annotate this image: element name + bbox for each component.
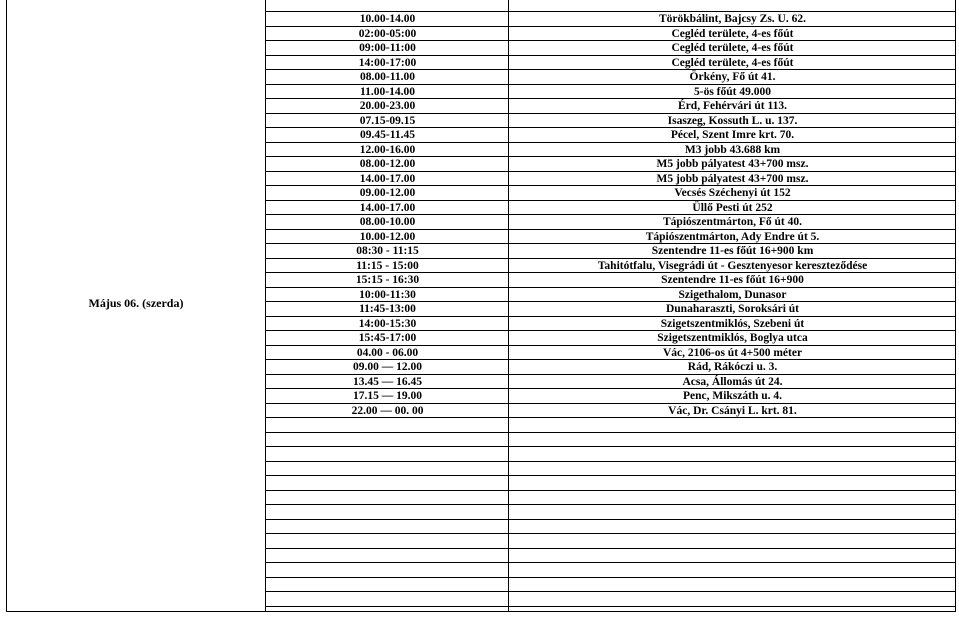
location-cell: Szigetszentmiklós, Szebeni út bbox=[660, 317, 805, 330]
table-row bbox=[266, 563, 956, 578]
table-row bbox=[266, 128, 956, 143]
table-row bbox=[266, 114, 956, 129]
location-cell: Szigetszentmiklós, Boglya utca bbox=[657, 332, 808, 344]
table-row bbox=[266, 143, 956, 158]
table-row bbox=[266, 578, 956, 593]
location-cell: Penc, Mikszáth u. 4. bbox=[682, 390, 783, 402]
table-row bbox=[266, 27, 956, 42]
time-cell: 04.00 - 06.00 bbox=[356, 346, 419, 359]
table-row bbox=[266, 259, 956, 274]
time-cell: 17.15 — 19.00 bbox=[353, 390, 422, 402]
time-cell: 10:00-11:30 bbox=[359, 288, 416, 301]
time-cell: 11:15 - 15:00 bbox=[356, 259, 419, 272]
location-cell: Tápiószentmárton, Ady Endre út 5. bbox=[645, 230, 820, 243]
table-row bbox=[266, 99, 956, 114]
time-cell: 11:45-13:00 bbox=[359, 303, 416, 315]
location-cell: Pécel, Szent Imre krt. 70. bbox=[670, 129, 795, 141]
time-cell: 08.00-11.00 bbox=[360, 71, 415, 83]
time-cell: 09.45-11.45 bbox=[360, 129, 415, 141]
row-line bbox=[265, 606, 956, 607]
location-cell: Szentendre 11-es főút 16+900 bbox=[661, 274, 804, 286]
location-cell: Tápiószentmárton, Fő út 40. bbox=[663, 216, 802, 228]
location-cell: M3 jobb 43.688 km bbox=[684, 143, 781, 156]
time-cell: 20.00-23.00 bbox=[359, 100, 416, 112]
table-row bbox=[266, 172, 956, 187]
location-cell: Szigethalom, Dunasor bbox=[678, 288, 787, 301]
location-cell: Vác, Dr. Csányi L. krt. 81. bbox=[668, 404, 797, 417]
table-row bbox=[266, 433, 956, 448]
time-cell: 09.00-12.00 bbox=[359, 187, 416, 199]
time-cell: 15:45-17:00 bbox=[358, 332, 417, 344]
location-cell: Érd, Fehérvári út 113. bbox=[678, 100, 787, 112]
table-row bbox=[266, 520, 956, 535]
table-row bbox=[266, 201, 956, 216]
time-cell: 14.00-17.00 bbox=[359, 201, 416, 214]
time-cell: 13.45 — 16.45 bbox=[353, 375, 422, 388]
time-cell: 07.15-09.15 bbox=[359, 114, 416, 127]
time-cell: 15:15 - 16:30 bbox=[355, 274, 420, 286]
table-row bbox=[266, 302, 956, 317]
location-cell: Isaszeg, Kossuth L. u. 137. bbox=[667, 114, 798, 127]
time-cell: 08.00-12.00 bbox=[359, 158, 416, 170]
location-cell: Örkény, Fő út 41. bbox=[689, 71, 776, 83]
table-row bbox=[266, 491, 956, 506]
location-cell: Acsa, Állomás út 24. bbox=[682, 375, 783, 388]
location-cell: M5 jobb pályatest 43+700 msz. bbox=[656, 172, 809, 185]
table-row bbox=[266, 186, 956, 201]
time-cell: 02:00-05:00 bbox=[358, 27, 417, 40]
table-row bbox=[266, 375, 956, 390]
table-row bbox=[266, 549, 956, 564]
location-cell: Dunaharaszti, Soroksári út bbox=[665, 303, 799, 315]
location-cell: Tahitótfalu, Visegrádi út - Gesztenyesor kereszteződése bbox=[597, 259, 868, 272]
table-row bbox=[266, 157, 956, 172]
time-cell: 11.00-14.00 bbox=[360, 85, 415, 98]
location-cell: Üllő Pesti út 252 bbox=[692, 201, 773, 214]
time-cell: 08:30 - 11:15 bbox=[356, 245, 419, 257]
location-cell: Vác, 2106-os út 4+500 méter bbox=[662, 346, 803, 359]
time-cell: 08.00-10.00 bbox=[359, 216, 416, 228]
location-cell: Cegléd területe, 4-es főút bbox=[671, 27, 794, 40]
table-row bbox=[266, 41, 956, 56]
location-cell: Rád, Rákóczi u. 3. bbox=[687, 361, 778, 373]
time-cell: 09:00-11:00 bbox=[359, 42, 416, 54]
table-row bbox=[266, 244, 956, 259]
table-row bbox=[266, 288, 956, 303]
table-row bbox=[266, 462, 956, 477]
table-row bbox=[266, 418, 956, 433]
location-cell: Szentendre 11-es főút 16+900 km bbox=[651, 245, 814, 257]
location-cell: Vecsés Széchenyi út 152 bbox=[674, 187, 791, 199]
time-cell: 14.00-17.00 bbox=[359, 172, 416, 185]
table-row bbox=[266, 389, 956, 404]
table-row bbox=[266, 346, 956, 361]
location-cell: 5-ös főút 49.000 bbox=[694, 85, 771, 98]
table-row bbox=[266, 215, 956, 230]
time-cell: 10.00-12.00 bbox=[359, 230, 416, 243]
table-row bbox=[266, 230, 956, 245]
table-row bbox=[266, 331, 956, 346]
location-cell: M5 jobb pályatest 43+700 msz. bbox=[656, 158, 809, 170]
table-row bbox=[266, 56, 956, 71]
table-row bbox=[266, 317, 956, 332]
location-cell: Cegléd területe, 4-es főút bbox=[671, 56, 794, 69]
table-row bbox=[266, 360, 956, 375]
table-row bbox=[266, 592, 956, 607]
time-cell: 10.00-14.00 bbox=[359, 13, 416, 25]
table-row bbox=[266, 70, 956, 85]
table-row bbox=[266, 12, 956, 27]
time-cell: 14:00-17:00 bbox=[358, 56, 417, 69]
table-row bbox=[266, 534, 956, 549]
table-row bbox=[266, 273, 956, 288]
table-row bbox=[266, 404, 956, 419]
time-cell: 09.00 — 12.00 bbox=[353, 361, 422, 373]
date-cell: Május 06. (szerda) bbox=[88, 296, 184, 310]
location-cell: Törökbálint, Bajcsy Zs. U. 62. bbox=[659, 13, 806, 25]
table-row bbox=[266, 85, 956, 100]
time-cell: 12.00-16.00 bbox=[359, 143, 416, 156]
table-row bbox=[266, 476, 956, 491]
location-cell: Cegléd területe, 4-es főút bbox=[671, 42, 794, 54]
table-row bbox=[266, 505, 956, 520]
table-row bbox=[266, 447, 956, 462]
time-cell: 14:00-15:30 bbox=[358, 317, 417, 330]
time-cell: 22.00 — 00. 00 bbox=[351, 404, 424, 417]
